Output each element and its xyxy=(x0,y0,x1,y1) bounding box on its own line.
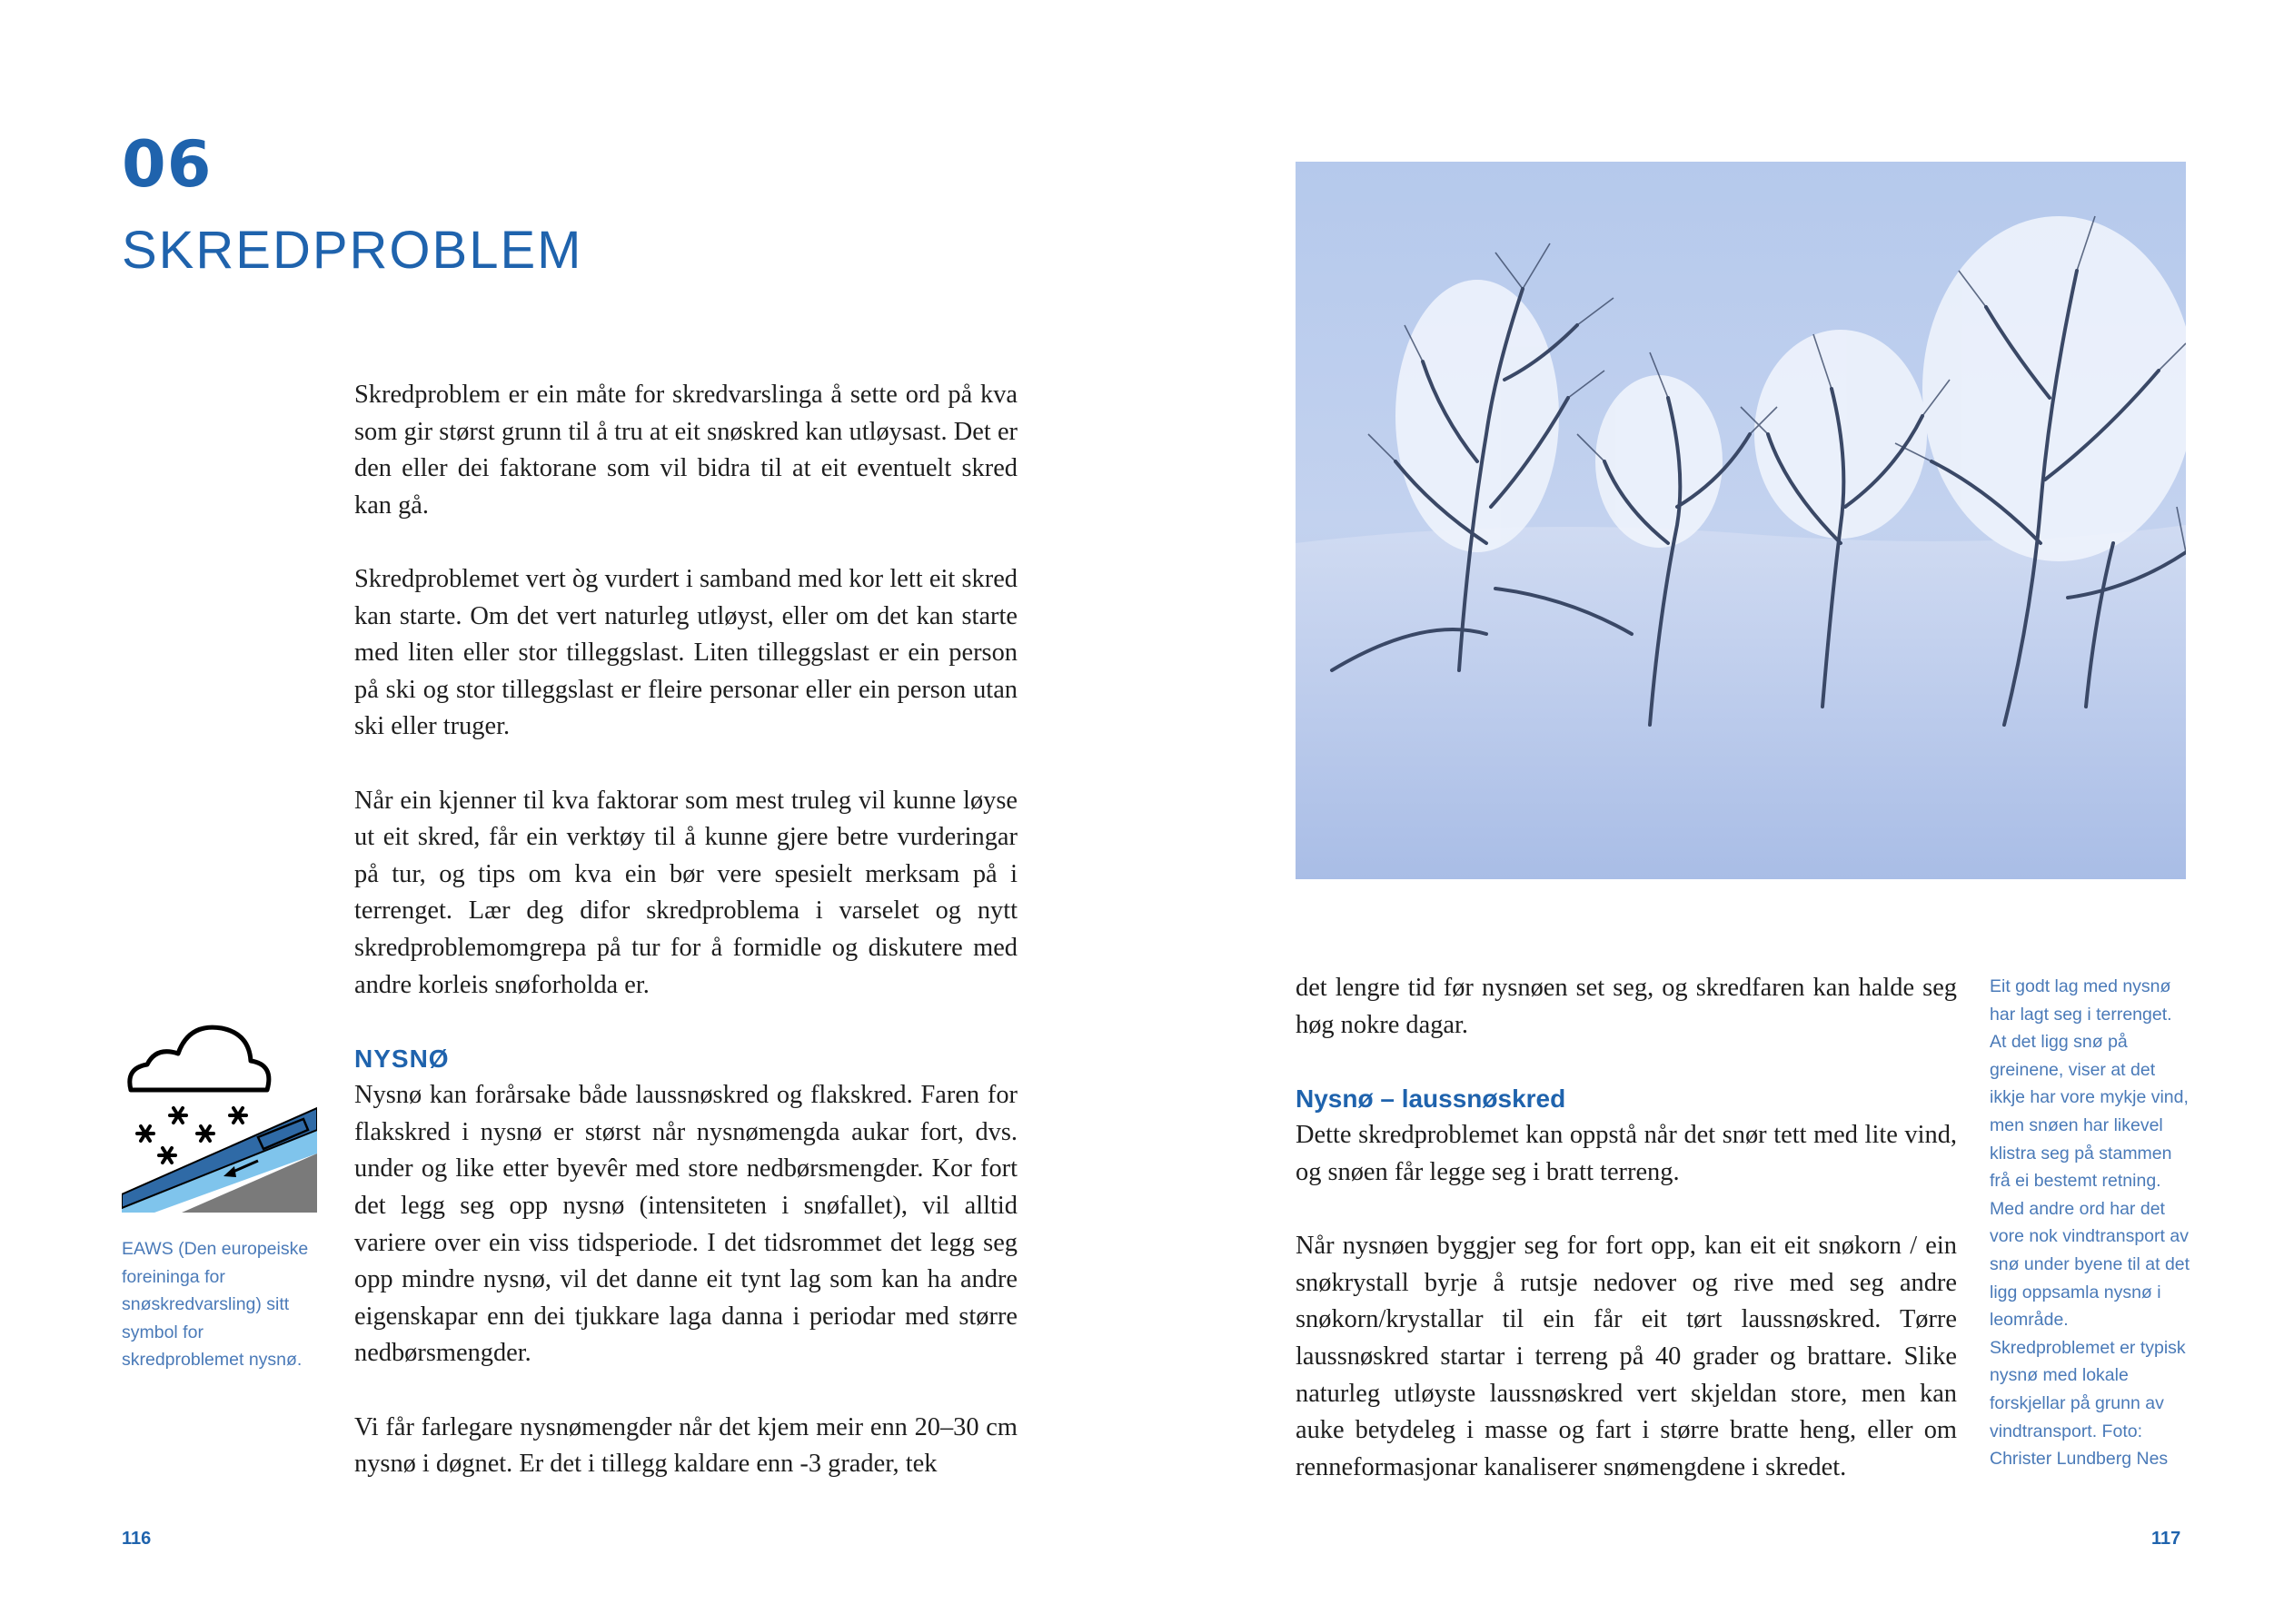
continuation-paragraph: det lengre tid før nysnøen set seg, og skredfaren kan halde seg høg nokre dagar. xyxy=(1296,974,1957,1039)
chapter-title: SKREDPROBLEM xyxy=(122,221,583,280)
nysno-paragraph-2: Vi får farlegare nysnømengder når det kjem meir enn 20–30 cm nysnø i døgnet. Er det i tillegg kaldare enn -3 grader, tek xyxy=(354,1412,1018,1479)
section-heading-nysno: NYSNØ xyxy=(354,1044,450,1073)
subheading-laussnoskred: Nysnø – laussnøskred xyxy=(1296,1084,1566,1113)
avalanche-slope-icon xyxy=(122,1108,317,1213)
intro-paragraph-3: Når ein kjenner til kva faktorar som mest truleg vil kunne løyse ut eit skred, får ein verktøy til å kunne gjere betre vurderingar på tur, og tips om kva ein bør vere spesielt merksam på i terrenget. Lær deg difor skredproblema i varselet og nytt skredproblemomgrepa på tur for å formidle og diskutere med andre korleis snøforholda er. xyxy=(354,786,1018,999)
intro-paragraph-2: Skredproblemet vert òg vurdert i samband med kor lett eit skred kan starte. Om det vert naturleg utløyst, eller om det kan starte med liten eller stor tilleggslast. Liten tilleggslast er ein person på ski og stor tilleggslast er fleire personar eller ein person utan ski eller truger. xyxy=(354,564,1018,741)
eaws-new-snow-symbol xyxy=(122,1017,317,1213)
intro-paragraph-1: Skredproblem er ein måte for skredvarslinga å sette ord på kva som gir størst grunn til å tru at eit snøskred kan utløysast. Det er den eller dei faktorane som vil bidra til at eit eventuelt skred kan gå. xyxy=(354,381,1018,520)
chapter-number: 06 xyxy=(122,127,213,202)
page-number-right: 117 xyxy=(2151,1529,2181,1549)
laussno-paragraph-1: Dette skredproblemet kan oppstå når det snør tett med lite vind, og snøen får legge seg i bratt terreng. xyxy=(1296,1121,1957,1186)
snowy-birch-trees-photo xyxy=(1296,162,2186,879)
left-body-text xyxy=(354,377,1018,1520)
symbol-caption: EAWS (Den europeiske foreininga for snøskredvarsling) sitt symbol for skredproblemet nysnø. xyxy=(122,1239,309,1371)
laussno-paragraph-2: Når nysnøen byggjer seg for fort opp, kan eit eit snøkorn / ein snøkrystall byrje å rutsje nedover og rive med seg andre snøkorn/krystallar til ein får eit tørt laussnøskred. Tørre laussnøskred startar i terreng på 40 grader og brattare. Slike naturleg utløyste laussnøskred vert skjeldan store, men kan auke betydeleg i masse og fart i større bratte heng, eller om renneformasjonar kanaliserer snømengdene i skredet. xyxy=(1296,1232,1957,1481)
page-number-left: 116 xyxy=(122,1529,152,1549)
photo-caption: Eit godt lag med nysnø har lagt seg i terrenget. At det ligg snø på greinene, viser at det ikkje har vore mykje vind, men snøen har likevel klistra seg på stammen frå ei bestemt retning. Med andre ord har det vore nok vindtransport av snø under byene til at det ligg oppsamla nysnø i leområde. Skredproblemet er typisk nysnø med lokale forskjellar på grunn av vindtransport. Foto: Christer Lundberg Nes xyxy=(1990,976,2190,1470)
nysno-paragraph-1: Nysnø kan forårsake både laussnøskred og flakskred. Faren for flakskred i nysnø er størst når nysnømengda aukar fort, dvs. under og like etter byevêr med store nedbørsmengder. Kor fort det legg seg opp nysnø (intensiteten i snøfallet), vil alltid variere over ein viss tidsperiode. I det tidsrommet det legg seg opp mindre nysnø, vil det danne eit tynt lag som kan ha andre eigenskapar enn dei tjukkare laga danna i periodar med større nedbørsmengder. xyxy=(354,1081,1018,1368)
right-body-text xyxy=(1296,970,1957,1523)
